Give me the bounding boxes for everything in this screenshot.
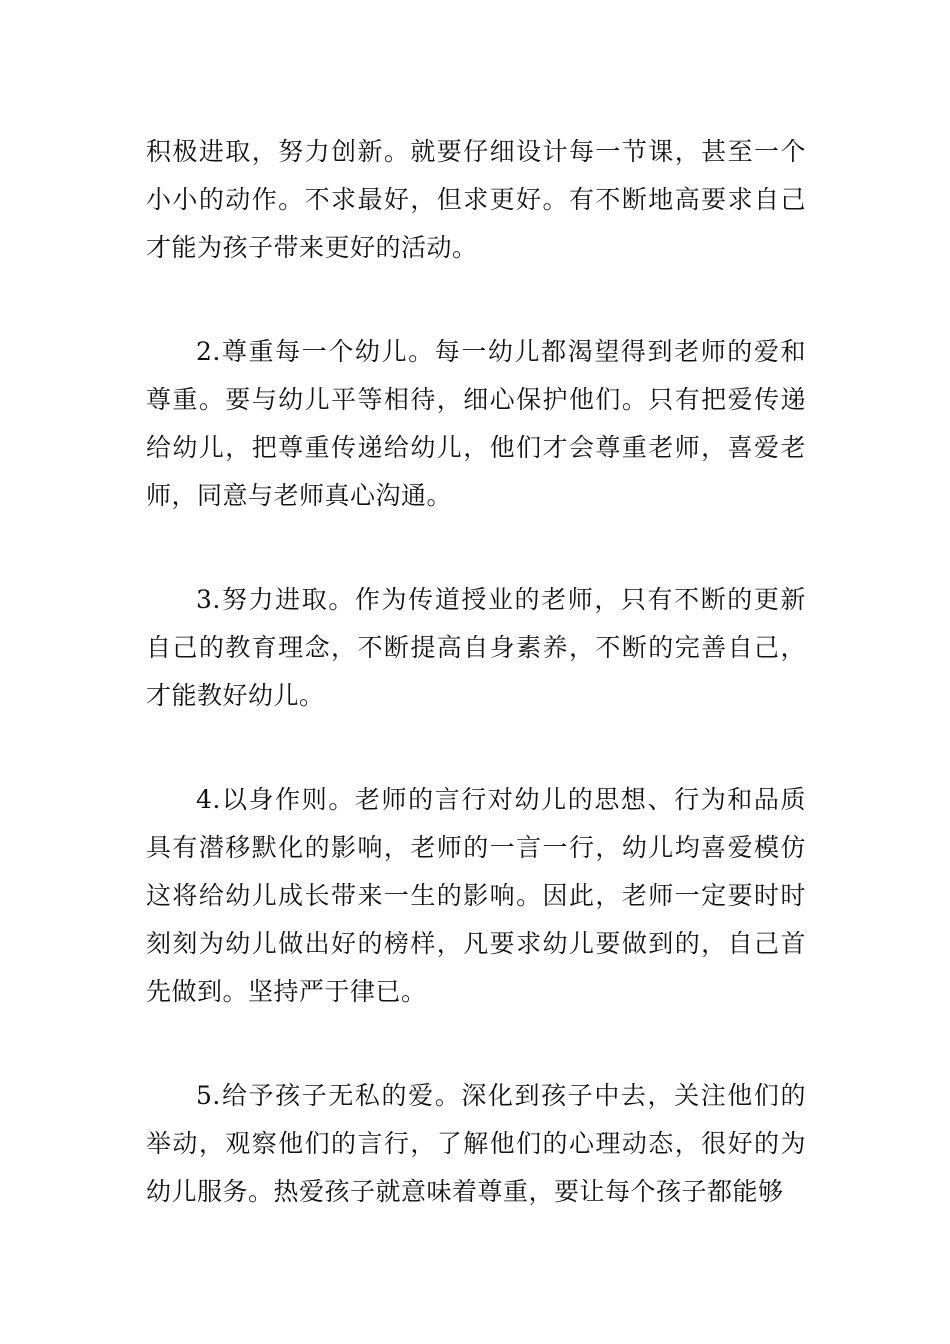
paragraph-continuation: 积极进取，努力创新。就要仔细设计每一节课，甚至一个小小的动作。不求最好，但求更好。有不断地高要求自己才能为孩子带来更好的活动。 — [146, 137, 806, 262]
paragraph-item-2: 2.尊重每一个幼儿。每一幼儿都渴望得到老师的爱和尊重。要与幼儿平等相待，细心保护他们。只有把爱传递给幼儿，把尊重传递给幼儿，他们才会尊重老师，喜爱老师，同意与老师真心沟通。 — [146, 337, 806, 510]
paragraph-item-4: 4.以身作则。老师的言行对幼儿的思想、行为和品质具有潜移默化的影响，老师的一言一行，幼儿均喜爱模仿这将给幼儿成长带来一生的影响。因此，老师一定要时时刻刻为幼儿做出好的榜样，凡要求幼儿要做到的，自己首先做到。坚持严于律已。 — [146, 785, 806, 1006]
paragraph-item-5: 5.给予孩子无私的爱。深化到孩子中去，关注他们的举动，观察他们的言行，了解他们的心理动态，很好的为幼儿服务。热爱孩子就意味着尊重，要让每个孩子都能够 — [146, 1081, 806, 1206]
paragraph-item-3: 3.努力进取。作为传道授业的老师，只有不断的更新自己的教育理念，不断提高自身素养，不断的完善自己，才能教好幼儿。 — [146, 585, 806, 710]
document-body — [146, 128, 806, 1272]
